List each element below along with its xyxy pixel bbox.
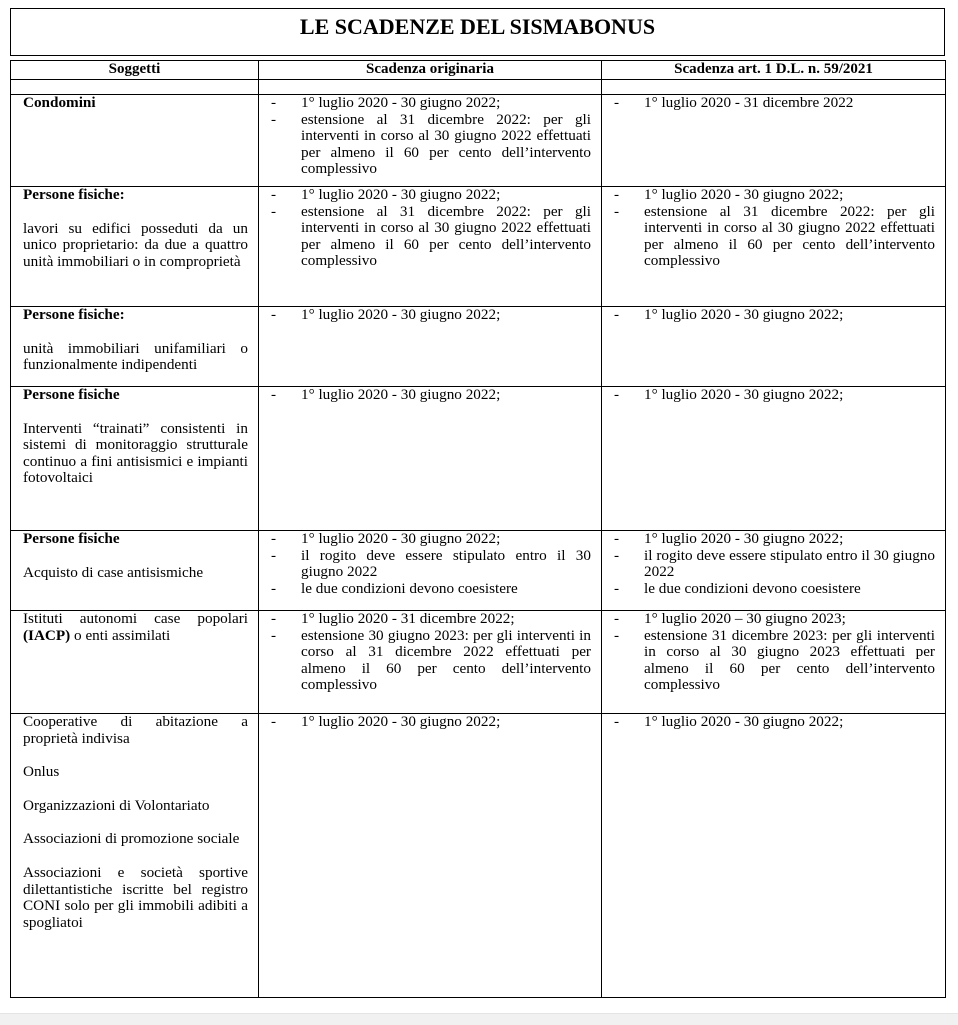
table-row <box>11 531 946 611</box>
header-scadenza-nuova: Scadenza art. 1 D.L. n. 59/2021 <box>602 61 946 80</box>
list-item: - 1° luglio 2020 - 30 giugno 2022; <box>614 713 844 730</box>
original-deadline-cell <box>259 95 602 187</box>
soggetto-description: Istituti autonomi case popolari (IACP) o enti assimilati <box>23 610 248 644</box>
soggetto-description: unità immobiliari unifamiliari o funzionalmente indipendenti <box>23 339 248 374</box>
bottom-scroll-area <box>0 1013 958 1025</box>
table-header-row <box>11 61 946 80</box>
entity-cooperative: Cooperative di abitazione a proprietà indivisa <box>23 713 248 747</box>
header-soggetti: Soggetti <box>11 61 259 80</box>
list-item: - estensione al 31 dicembre 2022: per gli interventi in corso al 30 giugno 2022 effettuati per almeno il 60 per cento dell’intervento complessivo <box>614 202 935 270</box>
list-item: - 1° luglio 2020 - 30 giugno 2022; <box>614 386 844 403</box>
list-item: - 1° luglio 2020 - 30 giugno 2022; <box>271 94 501 111</box>
table-row <box>11 95 946 187</box>
table-row <box>11 714 946 998</box>
header-scadenza-originaria: Scadenza originaria <box>259 61 602 80</box>
new-deadline-cell <box>602 95 946 187</box>
entity-sportive: Associazioni e società sportive dilettantistiche iscritte bel registro CONI solo per gli immobili adibiti a spogliatoi <box>23 863 248 931</box>
soggetto-description: Interventi “trainati” consistenti in sistemi di monitoraggio strutturale continuo a fini antisismici e impianti fotovoltaici <box>23 419 248 487</box>
soggetto-cell <box>11 307 259 387</box>
original-deadline-cell <box>259 307 602 387</box>
entity-promozione-sociale: Associazioni di promozione sociale <box>23 830 240 848</box>
list-item: - il rogito deve essere stipulato entro il 30 giugno 2022 <box>271 546 591 581</box>
new-deadline-cell <box>602 714 946 998</box>
entity-onlus: Onlus <box>23 763 60 781</box>
list-item: - 1° luglio 2020 - 30 giugno 2022; <box>271 713 501 730</box>
original-deadline-cell <box>259 611 602 714</box>
list-item: - 1° luglio 2020 - 30 giugno 2022; <box>271 386 501 403</box>
list-item: - le due condizioni devono coesistere <box>614 579 861 597</box>
entity-volontariato: Organizzazioni di Volontariato <box>23 796 210 814</box>
soggetto-name: Persone fisiche <box>23 530 120 547</box>
soggetto-name: Persone fisiche <box>23 386 120 403</box>
soggetto-description: lavori su edifici posseduti da un unico proprietario: da due a quattro unità immobiliari o in comproprietà <box>23 219 248 270</box>
list-item: - 1° luglio 2020 - 30 giugno 2022; <box>614 530 844 547</box>
soggetto-cell <box>11 95 259 187</box>
list-item: - 1° luglio 2020 - 30 giugno 2022; <box>614 186 844 203</box>
new-deadline-cell <box>602 611 946 714</box>
document-title: LE SCADENZE DEL SISMABONUS <box>10 8 945 56</box>
original-deadline-cell <box>259 531 602 611</box>
table-row <box>11 387 946 531</box>
deadlines-table <box>10 60 946 998</box>
new-deadline-cell <box>602 307 946 387</box>
soggetto-cell <box>11 531 259 611</box>
new-deadline-cell <box>602 187 946 307</box>
table-row <box>11 611 946 714</box>
list-item: - 1° luglio 2020 - 30 giugno 2022; <box>271 306 501 323</box>
soggetto-cell <box>11 611 259 714</box>
list-item: - il rogito deve essere stipulato entro il 30 giugno 2022 <box>614 546 935 581</box>
list-item: - 1° luglio 2020 - 31 dicembre 2022; <box>271 610 515 627</box>
soggetto-name: Persone fisiche: <box>23 186 125 203</box>
original-deadline-cell <box>259 714 602 998</box>
soggetto-description: Acquisto di case antisismiche <box>23 563 204 581</box>
new-deadline-cell <box>602 531 946 611</box>
table-row <box>11 307 946 387</box>
spacer-row <box>11 80 946 95</box>
original-deadline-cell <box>259 187 602 307</box>
list-item: - estensione al 31 dicembre 2022: per gli interventi in corso al 30 giugno 2022 effettuati per almeno il 60 per cento dell’intervento complessivo <box>271 202 591 270</box>
list-item: - 1° luglio 2020 - 31 dicembre 2022 <box>614 94 854 111</box>
soggetto-name: Condomini <box>23 94 96 111</box>
list-item: - le due condizioni devono coesistere <box>271 579 518 597</box>
table-row <box>11 187 946 307</box>
list-item: - estensione al 31 dicembre 2022: per gli interventi in corso al 30 giugno 2022 effettuati per almeno il 60 per cento dell’intervento complessivo <box>271 110 591 178</box>
list-item: - 1° luglio 2020 - 30 giugno 2022; <box>271 186 501 203</box>
soggetto-cell <box>11 714 259 998</box>
original-deadline-cell <box>259 387 602 531</box>
new-deadline-cell <box>602 387 946 531</box>
list-item: - estensione 30 giugno 2023: per gli interventi in corso al 31 dicembre 2022 effettuati per almeno il 60 per cento dell’intervento complessivo <box>271 626 591 694</box>
soggetto-cell <box>11 387 259 531</box>
soggetto-cell <box>11 187 259 307</box>
list-item: - estensione 31 dicembre 2023: per gli interventi in corso al 30 giugno 2023 effettuati per almeno il 60 per cento dell’intervento complessivo <box>614 626 935 694</box>
list-item: - 1° luglio 2020 - 30 giugno 2022; <box>271 530 501 547</box>
list-item: - 1° luglio 2020 - 30 giugno 2022; <box>614 306 844 323</box>
list-item: - 1° luglio 2020 – 30 giugno 2023; <box>614 610 846 627</box>
soggetto-name: Persone fisiche: <box>23 306 125 323</box>
